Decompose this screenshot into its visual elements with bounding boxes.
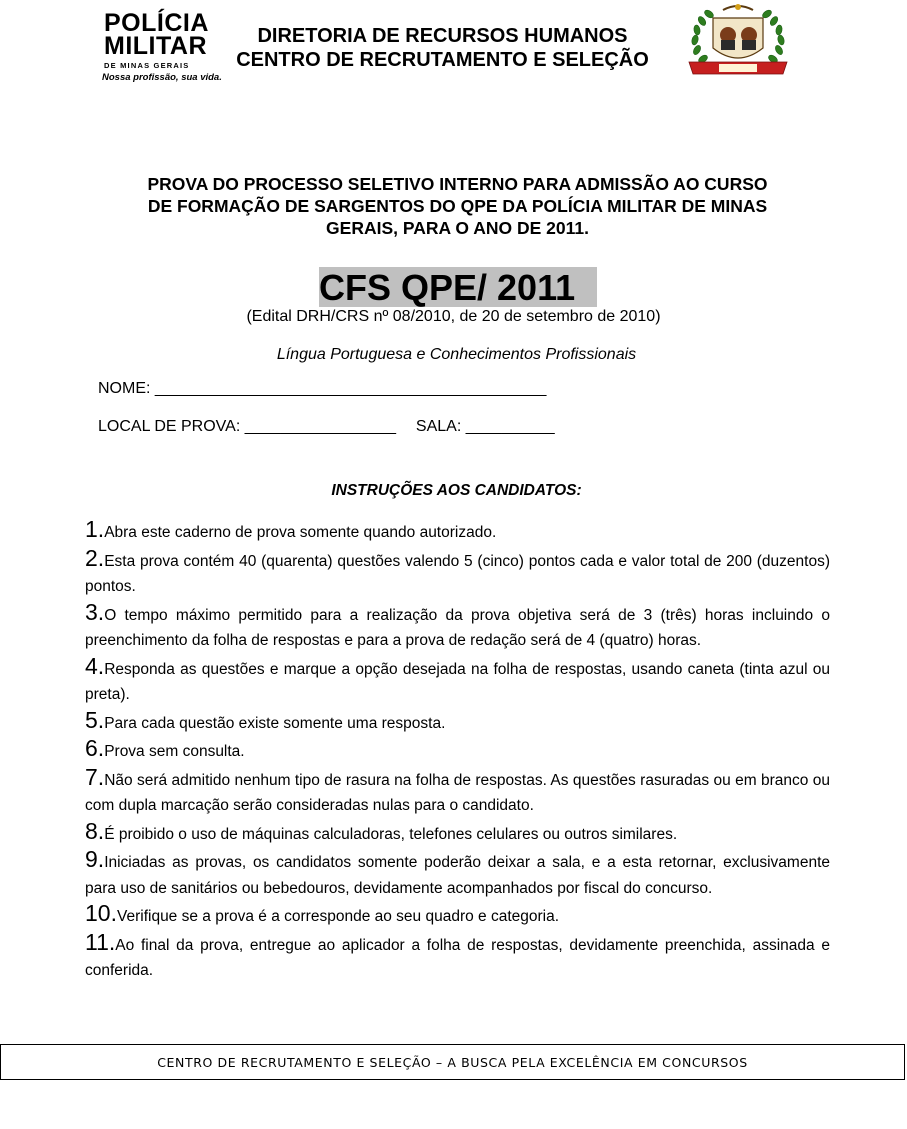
header-title-1: DIRETORIA DE RECURSOS HUMANOS	[257, 25, 628, 47]
room-field[interactable]: __________	[465, 418, 555, 435]
instruction-item	[85, 736, 830, 765]
exam-title-line-2: DE FORMAÇÃO DE SARGENTOS DO QPE DA POLÍCIA MILITAR DE MINAS	[147, 196, 768, 216]
instruction-item	[85, 765, 830, 819]
instruction-text: Ao final da prova, entregue ao aplicador a folha de respostas, devidamente preenchida, assinada e conferida.	[85, 936, 830, 979]
instruction-text: Prova sem consulta.	[104, 743, 245, 760]
page-footer	[0, 1044, 905, 1080]
instruction-text: Não será admitido nenhum tipo de rasura na folha de respostas. As questões rasuradas ou em branco ou com dupla marcação serão consideradas nulas para o candidato.	[85, 771, 830, 814]
edital-reference: (Edital DRH/CRS nº 08/2010, de 20 de setembro de 2010)	[246, 308, 661, 325]
instruction-number: 10.	[85, 900, 117, 926]
police-crest-icon	[683, 2, 793, 84]
instruction-text: Verifique se a prova é a corresponde ao seu quadro e categoria.	[116, 908, 560, 925]
instruction-text: Responda as questões e marque a opção desejada na folha de respostas, usando caneta (tinta azul ou preta).	[85, 660, 830, 703]
instruction-number: 3.	[85, 598, 105, 625]
instruction-text: O tempo máximo permitido para a realização da prova objetiva será de 3 (três) horas incluindo o preenchimento da folha de respostas e para a prova de redação será de 4 (quatro) horas.	[85, 606, 830, 649]
logo-slogan: Nossa profissão, sua vida.	[102, 72, 222, 83]
instruction-number: 11.	[85, 928, 116, 955]
instruction-text: É proibido o uso de máquinas calculadoras, telefones celulares ou outros similares.	[104, 825, 678, 843]
instruction-number: 6.	[85, 735, 105, 761]
exam-title	[90, 173, 825, 239]
instructions-list	[85, 517, 830, 984]
instruction-number: 8.	[85, 817, 105, 844]
exam-title-line-1: PROVA DO PROCESSO SELETIVO INTERNO PARA ADMISSÃO AO CURSO	[147, 174, 768, 194]
instruction-item	[85, 546, 830, 600]
instruction-item	[85, 654, 830, 708]
instruction-number: 4.	[85, 652, 105, 679]
exam-title-line-3: GERAIS, PARA O ANO DE 2011.	[326, 218, 589, 238]
header-titles	[205, 24, 680, 72]
header-title-2: CENTRO DE RECRUTAMENTO E SELEÇÃO	[236, 49, 649, 71]
instruction-number: 1.	[85, 516, 105, 542]
footer-text: CENTRO DE RECRUTAMENTO E SELEÇÃO – A BUSCA PELA EXCELÊNCIA EM CONCURSOS	[157, 1054, 748, 1070]
exam-subject: Língua Portuguesa e Conhecimentos Profissionais	[276, 346, 637, 363]
instruction-text: Esta prova contém 40 (quarenta) questões valendo 5 (cinco) pontos cada e valor total de 200 (duzentos) pontos.	[85, 552, 830, 595]
instruction-item	[85, 901, 830, 930]
instruction-item	[85, 847, 830, 901]
logo-line-1: POLÍCIA	[104, 9, 209, 37]
instruction-number: 9.	[85, 846, 105, 872]
location-row	[98, 418, 555, 436]
location-field[interactable]: _________________	[244, 418, 396, 435]
name-row	[98, 380, 546, 398]
room-label: SALA:	[415, 418, 462, 435]
instruction-number: 7.	[85, 763, 105, 790]
instruction-item	[85, 819, 830, 848]
instructions-heading: INSTRUÇÕES AOS CANDIDATOS:	[331, 482, 582, 499]
location-label: LOCAL DE PROVA:	[98, 418, 241, 435]
instruction-number: 2.	[85, 544, 105, 571]
instruction-item	[85, 708, 830, 737]
name-field[interactable]: ____________________________________________	[154, 380, 547, 397]
instruction-item	[85, 930, 830, 984]
pmmg-logo	[102, 9, 222, 84]
instruction-item	[85, 517, 830, 546]
instruction-text: Para cada questão existe somente uma resposta.	[104, 714, 446, 732]
instruction-text: Abra este caderno de prova somente quando autorizado.	[104, 524, 497, 541]
name-label: NOME:	[98, 380, 151, 397]
instruction-item	[85, 600, 830, 654]
logo-line-2: MILITAR	[104, 32, 208, 60]
exam-code: CFS QPE/ 2011	[319, 267, 576, 308]
instruction-text: Iniciadas as provas, os candidatos somente poderão deixar a sala, e a esta retornar, exclusivamente para uso de sanitários ou bebedouros, devidamente acompanhados por fiscal do concurso.	[85, 854, 830, 897]
instruction-number: 5.	[85, 706, 105, 733]
logo-line-3: DE MINAS GERAIS	[104, 61, 190, 70]
